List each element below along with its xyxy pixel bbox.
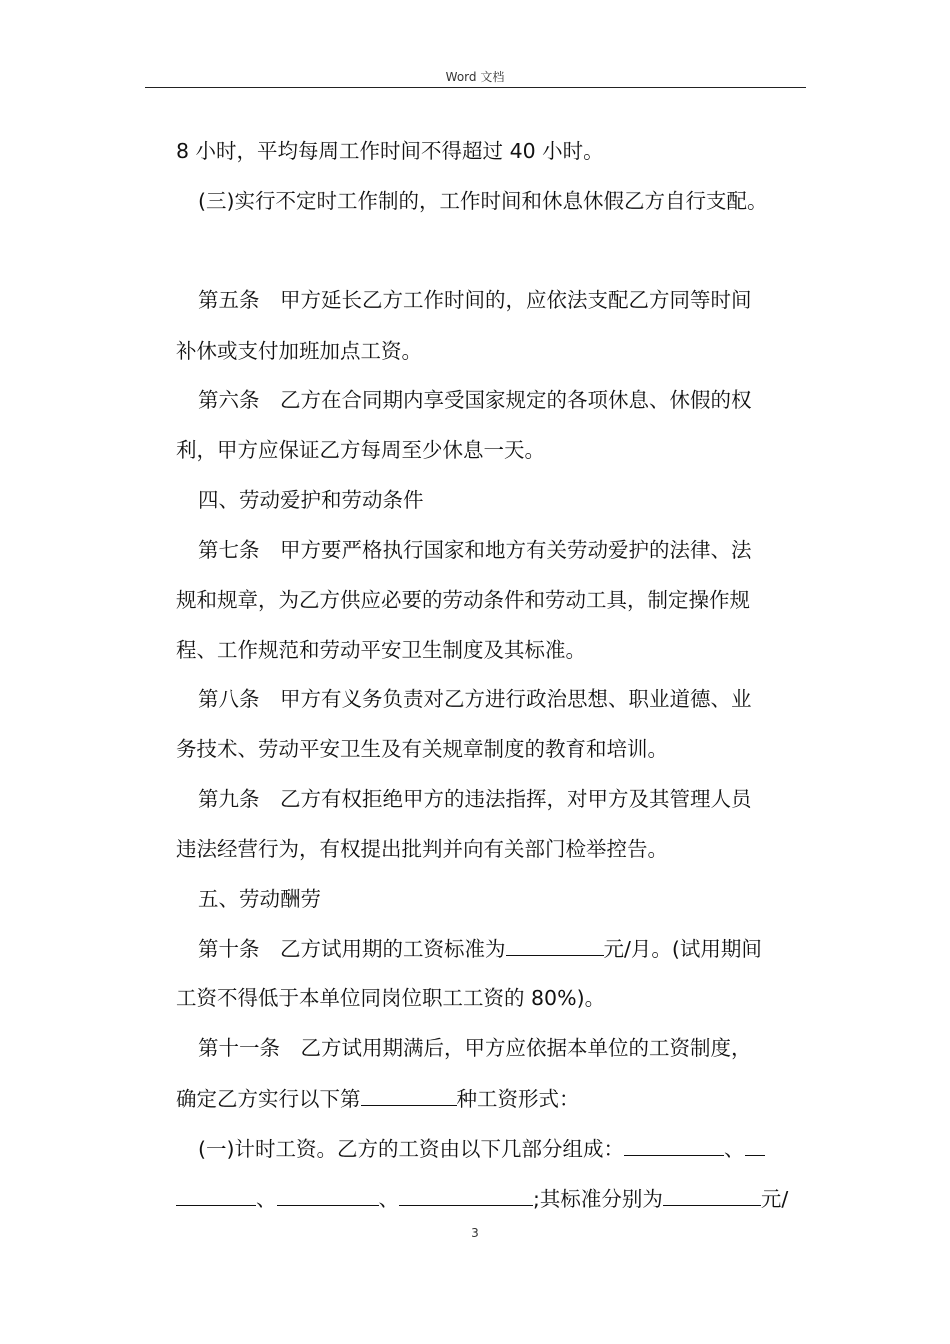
text-line: 违法经营行为，有权提出批判并向有关部门检举控告。 [176,837,668,861]
header-divider [145,87,806,88]
text-line: 工资不得低于本单位同岗位职工工资的 80%)。 [176,986,606,1010]
article-5-line: 第五条 甲方延长乙方工作时间的，应依法支配乙方同等时间 [198,288,752,312]
text-line: 利，甲方应保证乙方每周至少休息一天。 [176,438,545,462]
article-11-line: 第十一条 乙方试用期满后，甲方应依据本单位的工资制度， [198,1036,752,1060]
text-line: 规和规章，为乙方供应必要的劳动条件和劳动工具，制定操作规 [176,588,750,612]
article-10-line: 第十条 乙方试用期的工资标准为 元/月。(试用期间 [198,937,762,961]
salary-blank [506,935,604,956]
article-9-line: 第九条 乙方有权拒绝甲方的违法指挥，对甲方及其管理人员 [198,787,752,811]
article-6-line: 第六条 乙方在合同期内享受国家规定的各项休息、休假的权 [198,388,752,412]
text-line: (三)实行不定时工作制的，工作时间和休息休假乙方自行支配。 [198,189,768,213]
component-blank [277,1185,379,1206]
text-line: 、 、 ;其标准分别为 元/ [176,1185,788,1212]
text-line: (一)计时工资。乙方的工资由以下几部分组成： 、 [198,1135,765,1162]
section-heading: 五、劳动酬劳 [198,887,321,911]
article-7-line: 第七条 甲方要严格执行国家和地方有关劳动爱护的法律、法 [198,538,752,562]
standard-blank [663,1185,761,1206]
text-line: 程、工作规范和劳动平安卫生制度及其标准。 [176,638,586,662]
component-blank [176,1185,256,1206]
text-line: 确定乙方实行以下第 种工资形式： [176,1087,580,1111]
article-8-line: 第八条 甲方有义务负责对乙方进行政治思想、职业道德、业 [198,687,752,711]
component-blank [745,1135,765,1156]
page-number: 3 [471,1226,479,1240]
text-line: 务技术、劳动平安卫生及有关规章制度的教育和培训。 [176,737,668,761]
text-line: 8 小时，平均每周工作时间不得超过 40 小时。 [176,139,604,163]
section-heading: 四、劳动爱护和劳动条件 [198,488,424,512]
component-blank [624,1135,724,1156]
text-line: 补休或支付加班加点工资。 [176,339,422,363]
component-blank [399,1185,533,1206]
wage-form-blank [361,1085,457,1106]
page-header: Word 文档 [445,70,505,84]
